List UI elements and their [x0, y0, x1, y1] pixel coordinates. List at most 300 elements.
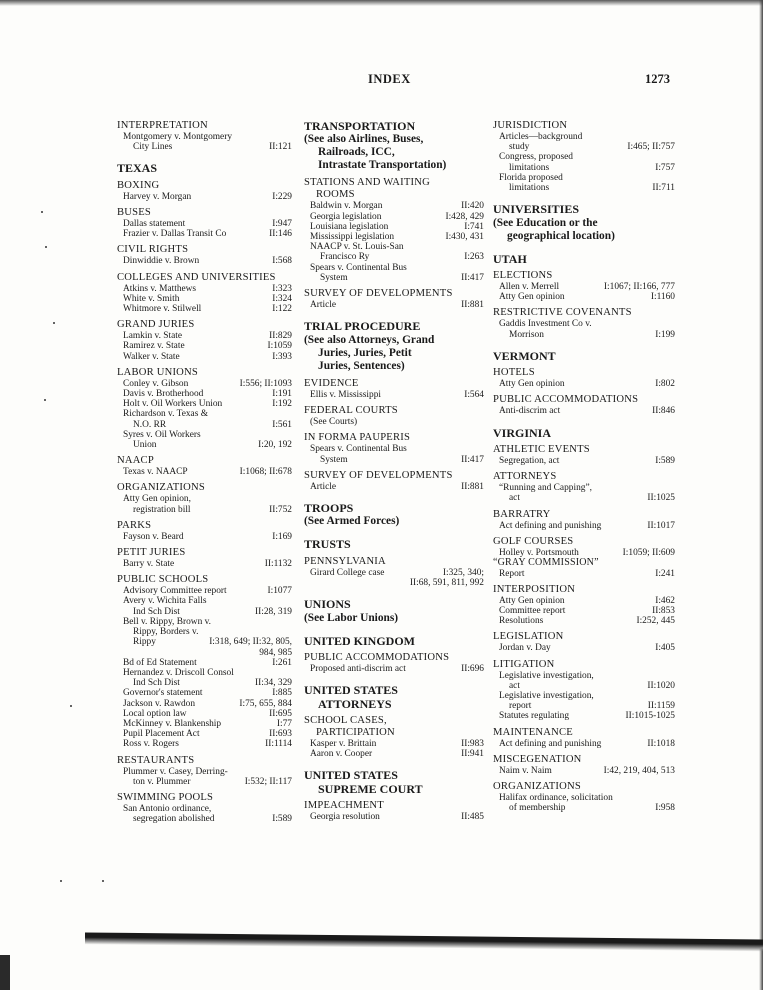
entry-name: Atty Gen opinion: [499, 595, 565, 606]
cross-reference-note: (See Courts): [310, 416, 358, 427]
entry-citation: I:1059; II:609: [622, 547, 675, 558]
entry-name: Allen v. Merrell: [499, 282, 560, 293]
see-also-reference: (See also Airlines, Buses,: [304, 133, 424, 146]
index-entry: [499, 456, 675, 466]
subheading: FEDERAL COURTS: [304, 404, 398, 416]
index-entry: [123, 729, 292, 739]
subheading: NAACP: [117, 455, 154, 467]
entry-name: Resolutions: [499, 616, 544, 627]
subheading: ROOMS: [316, 189, 355, 201]
index-entry: [123, 399, 292, 409]
scan-bottom-edge: [85, 932, 763, 951]
entry-citation: II:1017: [647, 520, 675, 531]
entry-name: Mississippi legislation: [310, 232, 395, 243]
index-entry: [499, 152, 675, 172]
index-entry: [310, 201, 484, 211]
entry-name-continued: System: [320, 272, 348, 283]
entry-name: Local option law: [123, 708, 187, 719]
entry-citation: I:323: [272, 283, 292, 294]
subheading: INTERPOSITION: [493, 583, 576, 595]
subheading: IMPEACHMENT: [304, 800, 384, 812]
entry-name-continued: limitations: [509, 183, 550, 194]
entry-citation: I:465; II:757: [627, 142, 675, 153]
index-entry: [499, 596, 675, 606]
subheading: SCHOOL CASES,: [304, 715, 387, 726]
entry-citation: I:263: [464, 252, 484, 263]
entry-name: Atty Gen opinion,: [123, 494, 191, 505]
entry-name: Advisory Committee report: [123, 586, 227, 597]
entry-citation: II:1114: [265, 739, 292, 750]
index-entry: [310, 300, 484, 310]
entry-citation: II:881: [461, 300, 484, 311]
index-entry: [310, 664, 484, 674]
entry-citation: I:405: [655, 643, 675, 654]
index-entry: [123, 284, 292, 294]
index-entry: [310, 242, 484, 262]
entry-name: McKinney v. Blankenship: [123, 718, 222, 729]
entry-name: Jackson v. Rawdon: [123, 698, 196, 709]
entry-citation: II:853: [652, 605, 675, 616]
entry-name: Atty Gen opinion: [499, 292, 565, 303]
subheading: ATTORNEYS: [493, 471, 557, 483]
index-entry: [123, 617, 292, 658]
see-also-reference: (See also Attorneys, Grand: [304, 333, 435, 346]
index-entry: [123, 294, 292, 304]
entry-name-continued: Ind Sch Dist: [133, 606, 180, 617]
index-entry: [123, 532, 292, 542]
entry-name: Spears v. Continental Bus: [310, 444, 407, 455]
see-also-reference: Juries, Juries, Petit: [318, 346, 412, 359]
entry-name: Georgia legislation: [310, 211, 382, 222]
see-also-reference: (See Armed Forces): [304, 515, 400, 528]
subheading: PETIT JURIES: [117, 547, 186, 559]
section-heading: TRUSTS: [304, 537, 351, 552]
entry-citation: I:393: [272, 351, 292, 362]
index-entry: [310, 212, 484, 222]
section-heading: TROOPS: [304, 500, 354, 515]
scan-speck: [70, 705, 72, 707]
scan-speck: [102, 880, 104, 882]
index-entry: [123, 341, 292, 351]
subheading: EVIDENCE: [304, 377, 359, 389]
entry-citation: I:191: [272, 389, 292, 400]
entry-citation: 984, 985: [259, 647, 292, 658]
index-entry: [123, 699, 292, 709]
index-entry: [123, 379, 292, 389]
index-entry: [499, 643, 675, 653]
see-also-reference: geographical location): [507, 229, 615, 242]
entry-name: Governor's statement: [123, 688, 203, 699]
entry-name: Naim v. Naim: [499, 765, 552, 776]
entry-citation: I:241: [655, 568, 675, 579]
index-entry: [123, 389, 292, 399]
subheading: SURVEY OF DEVELOPMENTS: [304, 288, 453, 300]
index-entry: [499, 483, 675, 503]
entry-name: Fayson v. Beard: [123, 531, 184, 542]
entry-name: Gaddis Investment Co v.: [499, 319, 592, 330]
index-column-2: [304, 120, 484, 822]
entry-name: San Antonio ordinance,: [123, 803, 212, 814]
entry-citation: I:556; II:1093: [239, 378, 292, 389]
entry-citation: II:28, 319: [255, 606, 292, 617]
entry-name: Act defining and punishing: [499, 520, 602, 531]
subheading: ATHLETIC EVENTS: [493, 444, 590, 456]
section-heading: VERMONT: [493, 348, 556, 363]
index-entry: [499, 691, 675, 711]
scan-speck: [41, 211, 43, 213]
entry-name-continued: Union: [133, 440, 157, 451]
entry-citation: I:564: [464, 389, 484, 400]
subheading: BUSES: [117, 207, 151, 219]
subheading: ORGANIZATIONS: [493, 781, 581, 793]
entry-name-continued: System: [320, 454, 348, 465]
section-heading: UNIVERSITIES: [493, 202, 580, 217]
index-entry: [499, 406, 675, 416]
subheading: PUBLIC ACCOMMODATIONS: [493, 394, 639, 406]
index-entry: [499, 766, 675, 776]
entry-citation: II:68, 591, 811, 992: [409, 577, 484, 588]
index-entry: [499, 379, 675, 389]
subheading: GOLF COURSES: [493, 535, 574, 547]
entry-citation: I:561: [272, 419, 292, 430]
subheading: HOTELS: [493, 367, 535, 379]
index-entry: [123, 192, 292, 202]
subheading: MISCEGENATION: [493, 753, 582, 765]
entry-citation: I:958: [655, 803, 675, 814]
index-entry: [123, 132, 292, 152]
entry-citation: I:199: [655, 329, 675, 340]
section-heading: SUPREME COURT: [318, 781, 423, 796]
section-heading: UNIONS: [304, 597, 351, 612]
entry-name: Holt v. Oil Workers Union: [123, 399, 223, 410]
entry-citation: II:420: [461, 201, 484, 212]
index-entry: [123, 658, 292, 668]
index-column-1: [117, 120, 292, 824]
entry-citation: II:983: [461, 739, 484, 749]
section-heading: TRIAL PROCEDURE: [304, 319, 421, 334]
section-heading: TRANSPORTATION: [304, 119, 416, 133]
entry-name-continued: segregation abolished: [133, 814, 215, 825]
section-heading: TEXAS: [117, 161, 158, 176]
entry-name: Aaron v. Cooper: [310, 749, 373, 760]
entry-name: Florida proposed: [499, 172, 563, 183]
subheading: PARTICIPATION: [316, 727, 395, 738]
entry-name: Congress, proposed: [499, 152, 573, 163]
index-entry: [310, 482, 484, 492]
entry-citation: I:192: [272, 399, 292, 410]
entry-name: Frazier v. Dallas Transit Co: [123, 229, 227, 240]
entry-name: Montgomery v. Montgomery: [123, 132, 233, 142]
entry-citation: II:1025: [647, 493, 675, 504]
entry-citation: II:693: [269, 729, 292, 740]
entry-name-continued: act: [509, 680, 520, 691]
entry-name: Plummer v. Casey, Derring-: [123, 766, 228, 777]
subheading: COLLEGES AND UNIVERSITIES: [117, 271, 276, 283]
index-entry: [310, 812, 484, 822]
entry-citation: II:1132: [264, 559, 292, 570]
index-entry: [499, 606, 675, 616]
index-entry: [310, 232, 484, 242]
entry-name: Articles—background: [499, 132, 583, 142]
entry-citation: II:417: [461, 454, 484, 465]
scan-top-edge: [0, 0, 763, 6]
index-entry: [499, 132, 675, 152]
entry-citation: II:121: [269, 142, 292, 153]
entry-citation: I:169: [272, 531, 292, 542]
entry-citation: I:229: [272, 191, 292, 202]
entry-citation: II:146: [269, 229, 292, 240]
entry-citation: I:568: [272, 256, 292, 267]
index-entry: [499, 793, 675, 813]
index-entry: [123, 668, 292, 688]
section-heading: UNITED STATES: [304, 683, 398, 698]
scan-speck: [60, 880, 62, 882]
entry-citation: I:430, 431: [445, 232, 484, 243]
entry-citation: I:428, 429: [445, 211, 484, 222]
entry-name: Atty Gen opinion: [499, 379, 565, 390]
entry-citation: I:802: [655, 379, 675, 390]
subheading: ELECTIONS: [493, 270, 553, 282]
entry-citation: I:75, 655, 884: [239, 698, 292, 709]
see-also-reference: Juries, Sentences): [318, 359, 405, 372]
index-entry: [310, 568, 484, 588]
entry-name: Act defining and punishing: [499, 738, 602, 749]
subheading: BOXING: [117, 179, 160, 191]
entry-name-continued: Rippy: [133, 637, 156, 648]
scan-speck: [44, 399, 46, 401]
entry-name: Texas v. NAACP: [123, 467, 188, 478]
subheading: JURISDICTION: [493, 120, 568, 131]
entry-citation: II:417: [461, 272, 484, 283]
entry-name: Report: [499, 568, 525, 579]
index-entry: [499, 282, 675, 292]
index-entry: [123, 219, 292, 229]
subheading: STATIONS AND WAITING: [304, 177, 430, 189]
entry-name-continued: Ind Sch Dist: [133, 678, 180, 689]
entry-citation: I:1059: [267, 341, 292, 352]
entry-name: Syres v. Oil Workers: [123, 429, 201, 440]
index-entry: [123, 304, 292, 314]
entry-name: Conley v. Gibson: [123, 378, 189, 389]
index-entry: [123, 409, 292, 429]
entry-name: Ramirez v. State: [123, 341, 185, 352]
index-entry: [123, 430, 292, 450]
entry-name-continued: City Lines: [133, 142, 173, 153]
subheading: SURVEY OF DEVELOPMENTS: [304, 469, 453, 481]
entry-name: Walker v. State: [123, 351, 180, 362]
entry-name: Jordan v. Day: [499, 643, 551, 654]
entry-name: Bd of Ed Statement: [123, 657, 197, 668]
index-entry: [499, 739, 675, 749]
entry-citation: I:324: [272, 293, 292, 304]
section-heading: UTAH: [493, 251, 527, 266]
entry-citation: II:485: [461, 812, 484, 823]
entry-name: Bell v. Rippy, Brown v.: [123, 616, 212, 627]
entry-citation: II:695: [269, 708, 292, 719]
index-entry: [123, 767, 292, 787]
entry-citation: I:20, 192: [258, 440, 292, 451]
entry-name-continued: ton v. Plummer: [133, 776, 191, 787]
see-also-reference: (See Labor Unions): [304, 611, 399, 624]
index-entry: [123, 559, 292, 569]
entry-citation: I:318, 649; II:32, 805,: [209, 637, 292, 648]
subheading: “GRAY COMMISSION”: [493, 557, 599, 569]
entry-name: Holley v. Portsmouth: [499, 547, 579, 558]
index-entry: [123, 229, 292, 239]
entry-citation: I:1160: [650, 292, 675, 303]
entry-name: Dinwiddie v. Brown: [123, 256, 200, 267]
entry-citation: II:1020: [647, 680, 675, 691]
entry-citation: I:1067; II:166, 777: [603, 282, 675, 293]
index-entry: [123, 709, 292, 719]
see-also-reference: Intrastate Transportation): [318, 159, 447, 172]
entry-name-continued: of membership: [509, 803, 566, 814]
index-entry: [123, 494, 292, 514]
entry-name: NAACP v. St. Louis-San: [310, 242, 404, 253]
entry-citation: I:885: [272, 688, 292, 699]
entry-name: Whitmore v. Stilwell: [123, 304, 202, 315]
entry-citation: II:696: [461, 663, 484, 674]
entry-citation: II:846: [652, 406, 675, 417]
entry-name: White v. Smith: [123, 293, 180, 304]
entry-name: Pupil Placement Act: [123, 729, 200, 740]
index-entry: [123, 596, 292, 616]
index-entry: [499, 292, 675, 302]
index-entry: [123, 352, 292, 362]
entry-citation: I:589: [655, 456, 675, 467]
page-title: INDEX: [368, 72, 411, 86]
entry-name-continued: report: [509, 701, 532, 712]
entry-name-continued: limitations: [509, 162, 550, 173]
entry-name: Georgia resolution: [310, 812, 380, 823]
subheading: IN FORMA PAUPERIS: [304, 432, 411, 444]
subheading: GRAND JURIES: [117, 319, 195, 331]
entry-citation: I:42, 219, 404, 513: [603, 765, 675, 776]
entry-citation: II:1015-1025: [625, 711, 675, 722]
entry-name: “Running and Capping”,: [499, 483, 592, 494]
index-entry: [499, 548, 675, 558]
index-entry: [310, 263, 484, 283]
entry-citation: I:532; II:117: [244, 776, 292, 787]
entry-citation: I:77: [276, 718, 292, 729]
index-entry: [499, 521, 675, 531]
entry-name: Proposed anti-discrim act: [310, 663, 406, 674]
entry-name-continued: act: [509, 493, 520, 504]
entry-name: Halifax ordinance, solicitation: [499, 793, 613, 804]
index-entry: [499, 616, 675, 626]
subheading: BARRATRY: [493, 508, 551, 520]
index-entry: [123, 719, 292, 729]
subheading: PENNSYLVANIA: [304, 555, 386, 567]
subheading: RESTRICTIVE COVENANTS: [493, 307, 632, 319]
entry-citation: I:757: [655, 162, 675, 173]
entry-name-continued: N.O. RR: [133, 419, 167, 430]
entry-name: Ross v. Rogers: [123, 739, 179, 750]
entry-citation: I:741: [464, 221, 484, 232]
index-entry: [310, 749, 484, 759]
entry-name-continued: study: [509, 142, 530, 153]
entry-name: Barry v. State: [123, 559, 175, 570]
scan-speck: [45, 246, 47, 248]
entry-citation: II:941: [461, 749, 484, 760]
see-also-reference: (See Education or the: [493, 216, 598, 229]
entry-citation: II:1159: [647, 701, 675, 712]
entry-name: Statutes regulating: [499, 711, 570, 722]
entry-name: Segregation, act: [499, 456, 560, 467]
index-entry: [499, 173, 675, 193]
entry-name: Anti-discrim act: [499, 406, 561, 417]
entry-citation: II:829: [269, 331, 292, 342]
index-entry: [123, 467, 292, 477]
index-column-3: [493, 120, 675, 813]
entry-name: Hernandez v. Driscoll Consol: [123, 667, 234, 678]
entry-citation: I:589: [272, 814, 292, 825]
subheading: SWIMMING POOLS: [117, 791, 214, 803]
entry-citation: I:122: [272, 304, 292, 315]
entry-name: Atkins v. Matthews: [123, 283, 197, 294]
entry-citation: I:1068; II:678: [239, 467, 292, 478]
entry-name: Harvey v. Morgan: [123, 191, 192, 202]
section-heading: VIRGINIA: [493, 425, 552, 440]
entry-name: Richardson v. Texas &: [123, 409, 209, 420]
entry-name-continued: registration bill: [133, 504, 191, 515]
entry-citation: I:261: [272, 657, 292, 668]
subheading: MAINTENANCE: [493, 726, 573, 738]
entry-name: Dallas statement: [123, 219, 186, 230]
entry-name: Article: [310, 300, 337, 311]
entry-name: Legislative investigation,: [499, 691, 594, 701]
see-also-reference: Railroads, ICC,: [318, 146, 395, 159]
entry-citation: II:752: [269, 504, 292, 515]
subheading: INTERPRETATION: [117, 120, 208, 131]
entry-name-continued: Francisco Ry: [320, 252, 370, 263]
entry-name: Ellis v. Mississippi: [310, 389, 382, 400]
entry-citation: II:1018: [647, 738, 675, 749]
entry-citation: I:462: [655, 595, 675, 606]
entry-name: Avery v. Wichita Falls: [123, 596, 207, 607]
entry-name: Baldwin v. Morgan: [310, 201, 383, 212]
scan-left-edge: [0, 955, 10, 990]
entry-citation: I:325, 340;: [442, 567, 484, 578]
entry-citation: I:947: [272, 219, 292, 230]
entry-name-continued: Rippy, Borders v.: [133, 627, 199, 638]
index-entry: [499, 711, 675, 721]
entry-name: Committee report: [499, 605, 566, 616]
subheading: PARKS: [117, 519, 152, 531]
entry-name: Kasper v. Brittain: [310, 739, 377, 749]
entry-name: Girard College case: [310, 567, 385, 578]
subheading: ORGANIZATIONS: [117, 482, 205, 494]
entry-citation: II:881: [461, 481, 484, 492]
entry-name-continued: Morrison: [509, 329, 544, 340]
index-entry: [310, 739, 484, 749]
index-entry: [499, 671, 675, 691]
index-entry: [310, 222, 484, 232]
section-heading: UNITED KINGDOM: [304, 633, 416, 648]
subheading: LABOR UNIONS: [117, 366, 198, 378]
subheading: LITIGATION: [493, 658, 555, 670]
entry-name: Legislative investigation,: [499, 670, 594, 681]
entry-name: Spears v. Continental Bus: [310, 262, 407, 273]
index-entry: [123, 804, 292, 824]
entry-name: Davis v. Brotherhood: [123, 389, 204, 400]
index-entry: [123, 739, 292, 749]
subheading: CIVIL RIGHTS: [117, 244, 189, 256]
index-entry: [123, 688, 292, 698]
entry-citation: II:711: [652, 183, 675, 194]
index-entry: [310, 390, 484, 400]
entry-citation: I:1077: [267, 586, 292, 597]
